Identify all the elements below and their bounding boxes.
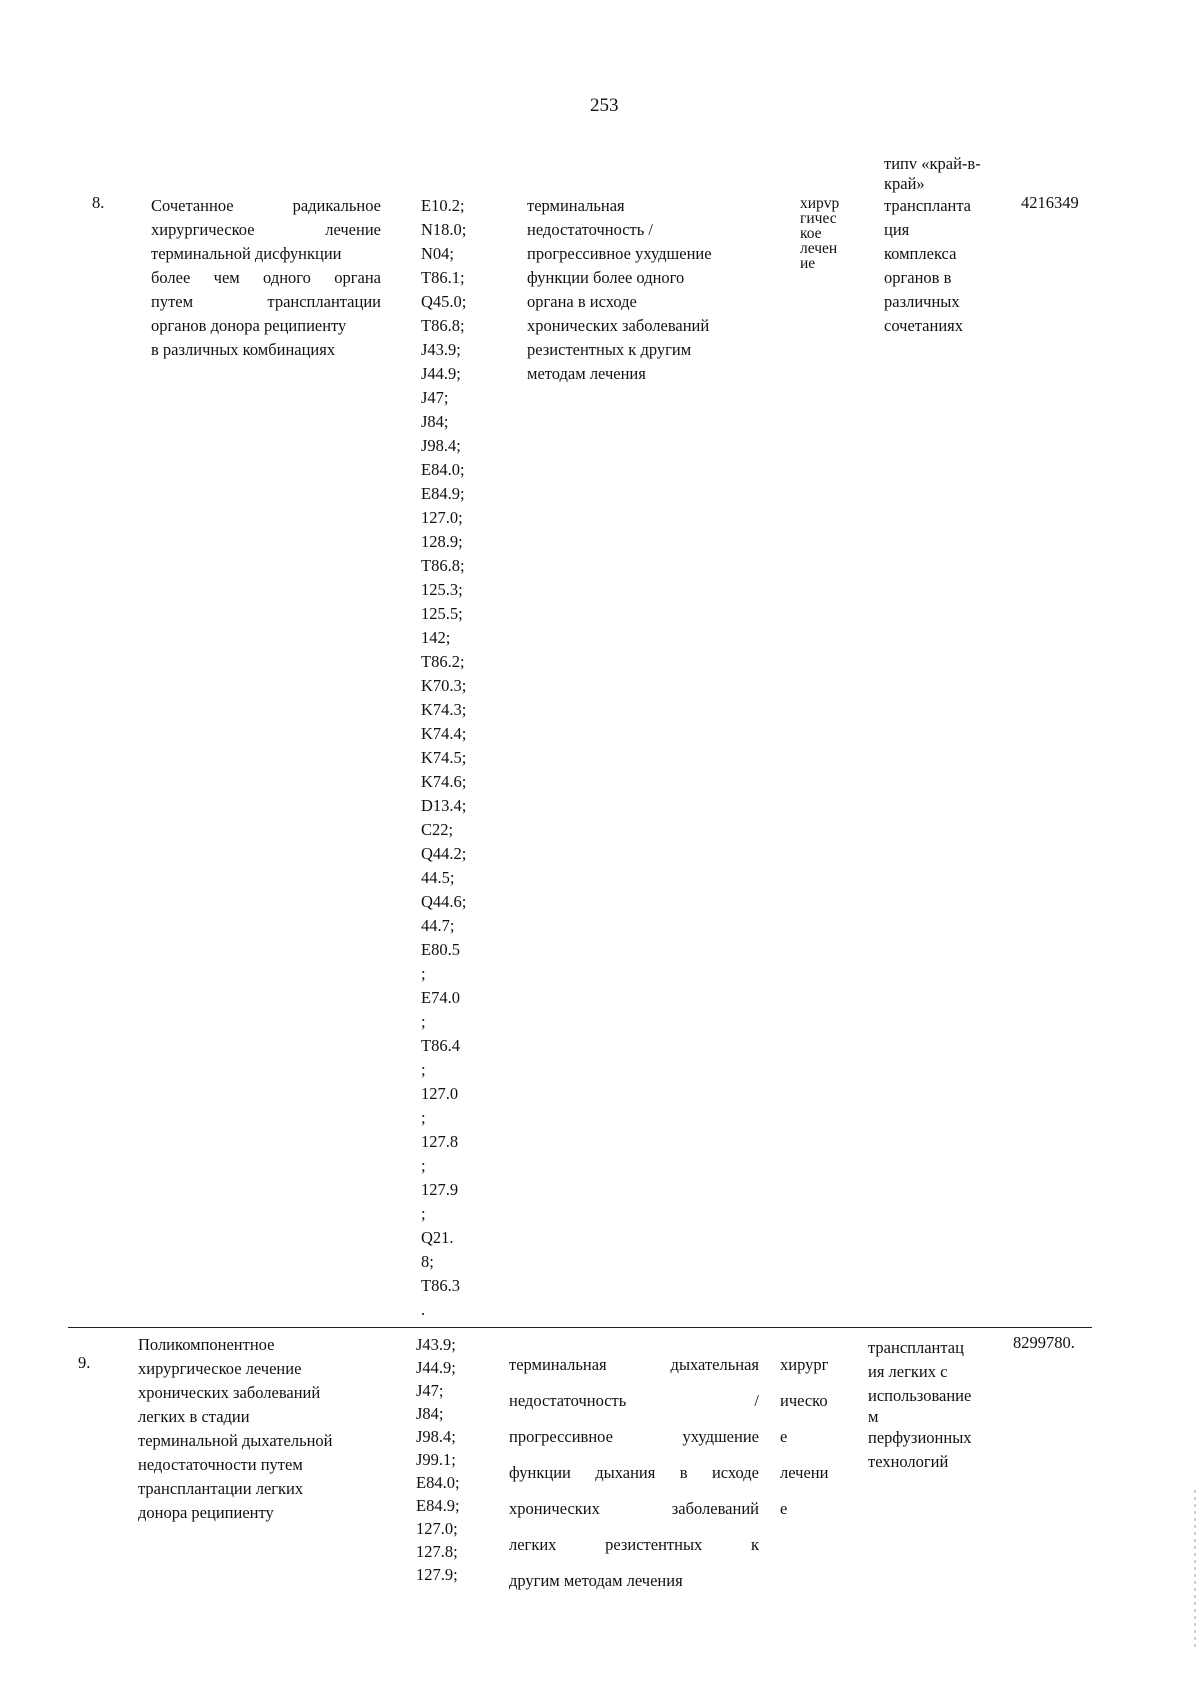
icd-code: 44.7;	[421, 916, 455, 935]
row-8-treatment-method: трансплантa ция комплекса органов в различных сочетаниях	[884, 196, 971, 335]
icd-code: J47;	[421, 388, 449, 407]
icd-code: ;	[421, 964, 426, 983]
icd-code: 44.5;	[421, 868, 455, 887]
icd-code: E74.0	[421, 988, 460, 1007]
icd-code: T86.2;	[421, 652, 465, 671]
row-9-number: 9.	[78, 1353, 91, 1372]
row-separator	[68, 1327, 1092, 1328]
row-9-patient-model: терминальная дыхательная недостаточность / прогрессивное ухудшение функции дыхания в исходе хронических заболеваний легких резистентных к другим методам лечения	[509, 1355, 759, 1590]
row-8-cost: 4216349	[1021, 193, 1079, 212]
icd-code: E80.5	[421, 940, 460, 959]
icd-code: .	[421, 1300, 426, 1319]
icd-code: 125.3;	[421, 580, 463, 599]
icd-code: C22;	[421, 820, 454, 839]
icd-code: ;	[421, 1204, 426, 1223]
icd-code: 127.9;	[416, 1565, 458, 1584]
icd-code: Q45.0;	[421, 292, 467, 311]
icd-code: J84;	[416, 1404, 444, 1423]
icd-code: T86.4	[421, 1036, 460, 1055]
icd-code: 127.0	[421, 1084, 459, 1103]
icd-code: ;	[421, 1012, 426, 1031]
icd-code: T86.3	[421, 1276, 460, 1295]
icd-code: N18.0;	[421, 220, 467, 239]
icd-code: K74.4;	[421, 724, 467, 743]
row-8-icd-codes	[421, 194, 491, 1322]
icd-code: E84.9;	[421, 484, 465, 503]
icd-code: E10.2;	[421, 196, 465, 215]
row-8-method-continuation: типv «край-в- край»	[884, 154, 981, 193]
row-9-name: Поликомпонентное хирургическое лечение хронических заболеваний легких в стадии терминальной дыхательной недостаточности путем трансплантации легких донора реципиенту	[138, 1335, 333, 1522]
icd-code: T86.8;	[421, 316, 465, 335]
page-number: 253	[590, 95, 619, 116]
icd-code: 127.0;	[421, 508, 463, 527]
icd-code: 125.5;	[421, 604, 463, 623]
row-8-treatment-type: хирvp гичес кое лечен ие	[800, 195, 840, 272]
icd-code: K74.3;	[421, 700, 467, 719]
row-8-number: 8.	[92, 193, 105, 212]
row-9-icd-codes	[416, 1333, 486, 1586]
icd-code: J98.4;	[416, 1427, 456, 1446]
icd-code: J84;	[421, 412, 449, 431]
icd-code: 127.8	[421, 1132, 459, 1151]
row-9-cost: 8299780.	[1013, 1333, 1075, 1352]
row-8-name: Сочетанное радикальное хирургическое лечение терминальной дисфункции более чем одного органа путем трансплантации органов донора реципиенту в различных комбинациях	[151, 196, 381, 359]
icd-code: 127.8;	[416, 1542, 458, 1561]
icd-code: Q44.2;	[421, 844, 467, 863]
icd-code: J47;	[416, 1381, 444, 1400]
icd-code: ;	[421, 1108, 426, 1127]
icd-code: T86.8;	[421, 556, 465, 575]
icd-code: N04;	[421, 244, 454, 263]
icd-code: J43.9;	[421, 340, 461, 359]
icd-code: 127.9	[421, 1180, 459, 1199]
icd-code: Q44.6;	[421, 892, 467, 911]
icd-code: E84.0;	[416, 1473, 460, 1492]
icd-code: J98.4;	[421, 436, 461, 455]
icd-code: 127.0;	[416, 1519, 458, 1538]
icd-code: J44.9;	[421, 364, 461, 383]
icd-code: K74.5;	[421, 748, 467, 767]
icd-code: 8;	[421, 1252, 434, 1271]
icd-code: Q21.	[421, 1228, 454, 1247]
row-9-treatment-method: трансплантац ия легких с использование м перфузионных технологий	[868, 1338, 972, 1471]
icd-code: ;	[421, 1060, 426, 1079]
icd-code: J99.1;	[416, 1450, 456, 1469]
icd-code: J43.9;	[416, 1335, 456, 1354]
icd-code: K74.6;	[421, 772, 467, 791]
icd-code: D13.4;	[421, 796, 467, 815]
icd-code: T86.1;	[421, 268, 465, 287]
scan-margin-marks	[1194, 1490, 1196, 1650]
icd-code: ;	[421, 1156, 426, 1175]
icd-code: J44.9;	[416, 1358, 456, 1377]
icd-code: 128.9;	[421, 532, 463, 551]
row-9-treatment-type: хирург ическо е лечени е	[780, 1355, 829, 1518]
icd-code: E84.9;	[416, 1496, 460, 1515]
icd-code: 142;	[421, 628, 451, 647]
icd-code: K70.3;	[421, 676, 467, 695]
row-8-patient-model: терминальная недостаточность / прогрессивное ухудшение функции более одного органа в исходе хронических заболеваний резистентных к другим методам лечения	[527, 196, 712, 383]
icd-code: E84.0;	[421, 460, 465, 479]
